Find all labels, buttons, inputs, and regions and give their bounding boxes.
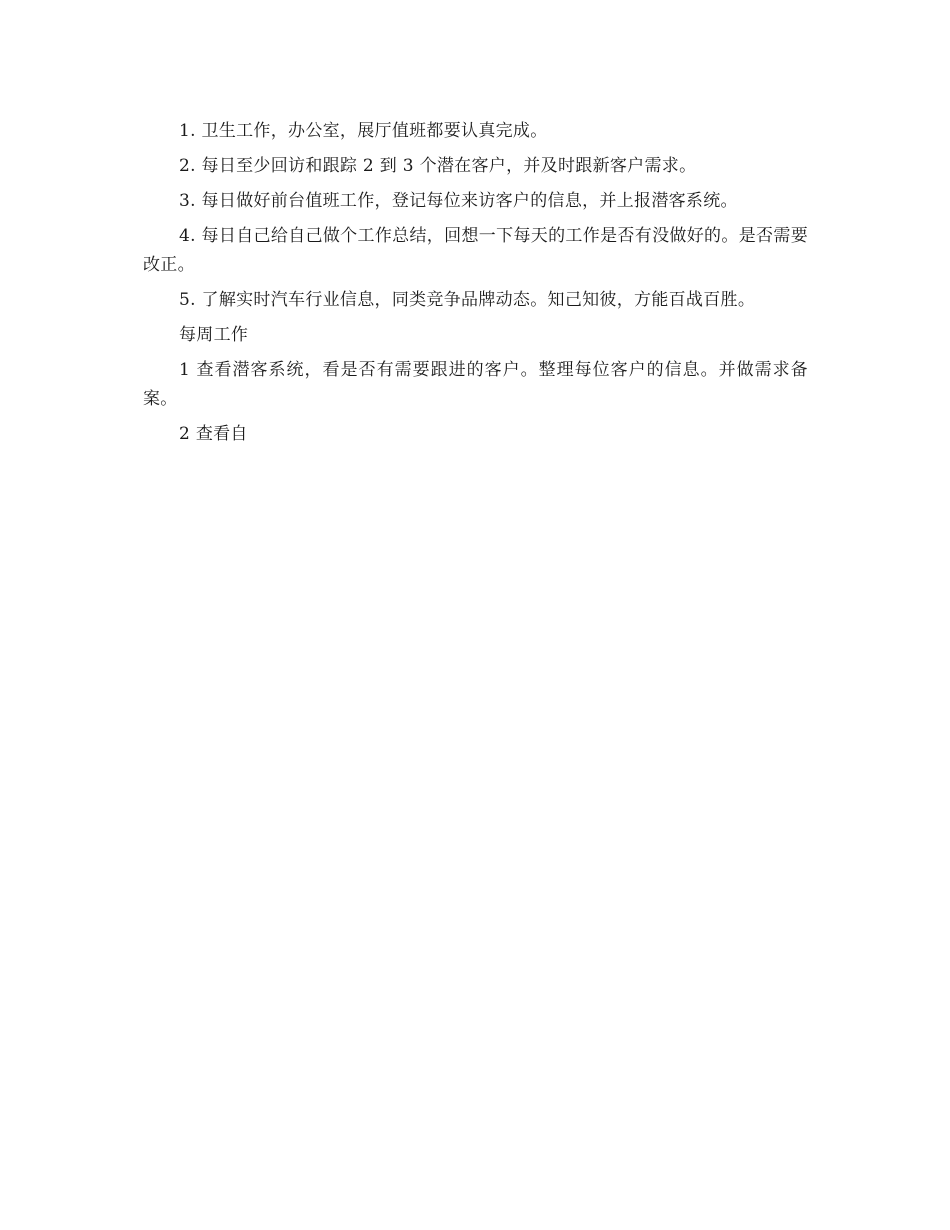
section-heading-weekly: 每周工作 xyxy=(179,325,249,345)
paragraph-daily-item-1: 1. 卫生工作，办公室，展厅值班都要认真完成。 xyxy=(179,121,548,141)
paragraph-daily-item-5: 5. 了解实时汽车行业信息，同类竞争品牌动态。知己知彼，方能百战百胜。 xyxy=(179,290,756,310)
paragraph-daily-item-3: 3. 每日做好前台值班工作，登记每位来访客户的信息，并上报潜客系统。 xyxy=(179,191,738,211)
paragraph-weekly-item-2: 2 查看自 xyxy=(179,424,248,444)
document-body xyxy=(143,117,808,455)
paragraph-daily-item-4: 4. 每日自己给自己做个工作总结，回想一下每天的工作是否有没做好的。是否需要改正。 xyxy=(143,226,808,275)
paragraph-daily-item-2: 2. 每日至少回访和跟踪 2 到 3 个潜在客户，并及时跟新客户需求。 xyxy=(179,156,697,176)
paragraph-weekly-item-1: 1 查看潜客系统，看是否有需要跟进的客户。整理每位客户的信息。并做需求备案。 xyxy=(143,360,808,409)
